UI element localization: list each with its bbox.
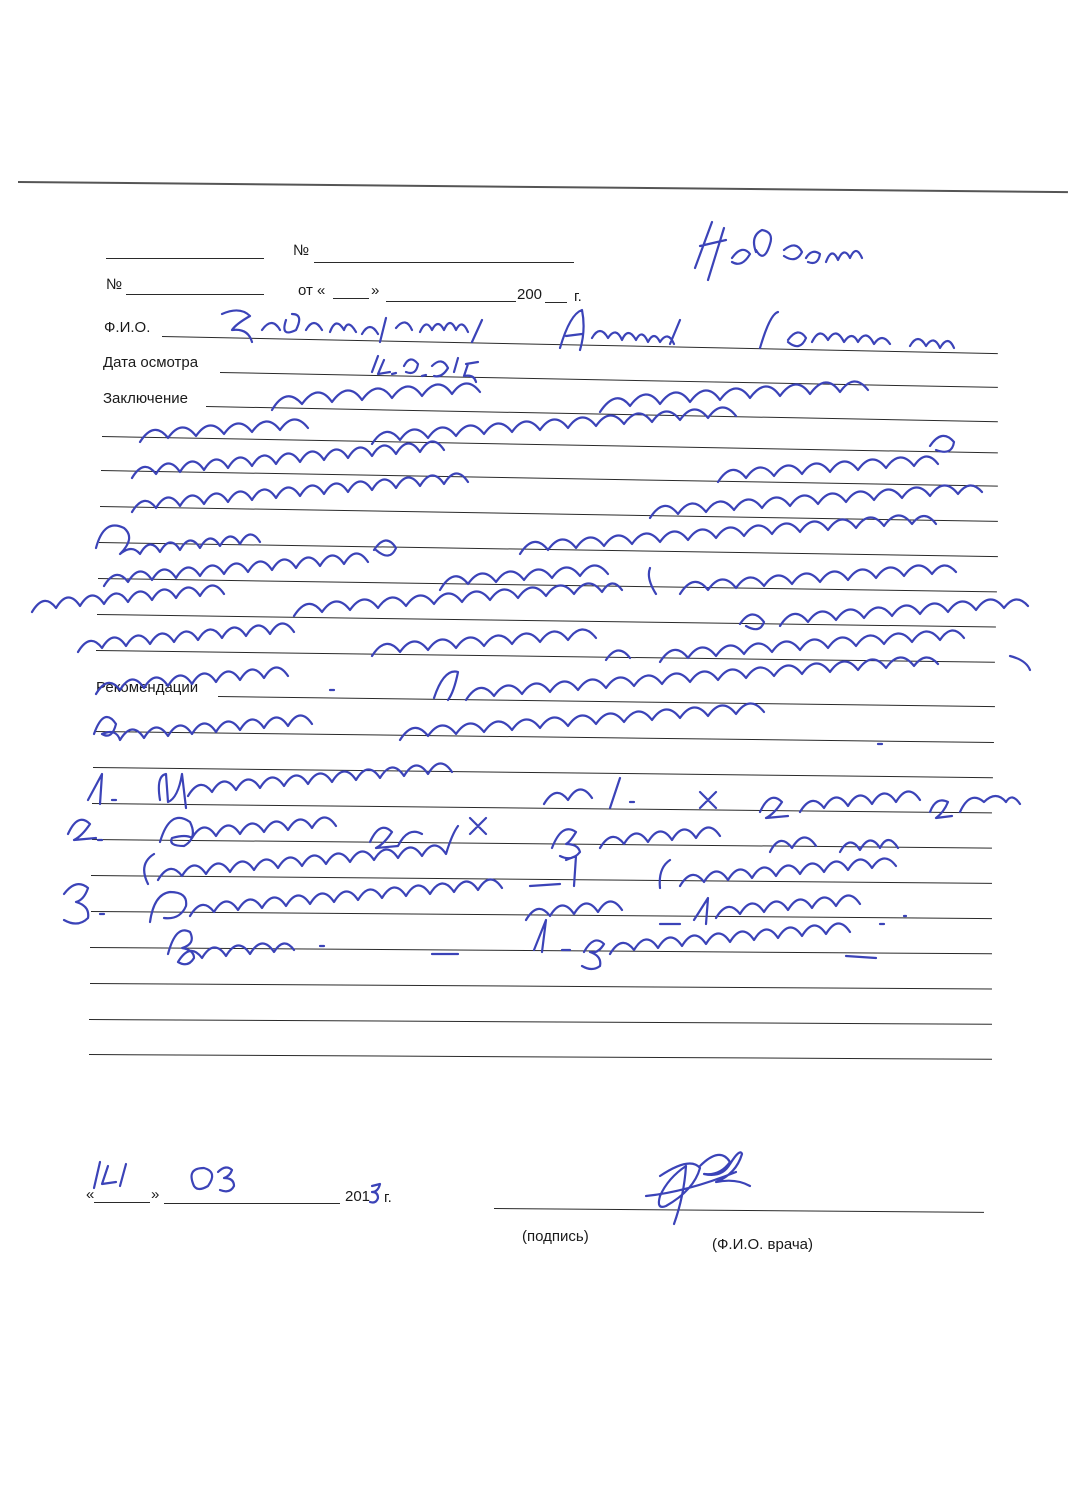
handwriting-conclusion-1 (272, 381, 868, 412)
handwriting-department (695, 222, 862, 280)
handwriting-conclusion-3 (132, 441, 938, 482)
doctor-signature (646, 1152, 750, 1224)
recommendations-line-3[interactable] (93, 767, 993, 778)
footer-day-field[interactable] (94, 1202, 150, 1203)
signature-line[interactable] (494, 1208, 984, 1213)
recommendations-line-11[interactable] (89, 1054, 992, 1060)
handwriting-rec-2 (68, 817, 898, 858)
handwriting-conclusion-10 (94, 703, 882, 744)
number-sign: № (293, 242, 310, 259)
handwriting-date (372, 356, 478, 382)
handwriting-footer-day (94, 1162, 126, 1188)
page-top-edge (18, 181, 1068, 193)
conclusion-line-3[interactable] (101, 470, 998, 487)
exam-date-label: Дата осмотра (103, 354, 199, 371)
header-blank-1 (106, 258, 264, 259)
fio-label: Ф.И.О. (104, 319, 151, 336)
recommendations-line-4[interactable] (92, 803, 992, 813)
recommendations-line-7[interactable] (91, 911, 992, 919)
conclusion-line-2[interactable] (102, 436, 998, 453)
year-prefix: 200 (517, 286, 543, 303)
from-month-field[interactable] (386, 301, 516, 302)
recommendations-line-9[interactable] (90, 983, 992, 990)
conclusion-line-5[interactable] (99, 542, 998, 557)
year-suffix: г. (574, 288, 582, 305)
recommendations-line-6[interactable] (91, 875, 992, 884)
handwriting-conclusion-9 (96, 657, 938, 700)
recommendations-line-10[interactable] (89, 1019, 992, 1025)
handwriting-footer-year (370, 1184, 380, 1203)
signature-caption: (подпись) (522, 1228, 589, 1245)
exam-date-field[interactable] (220, 372, 998, 388)
handwriting-rec-5 (168, 920, 876, 969)
recommendations-line-8[interactable] (90, 947, 992, 954)
from-label: от « (298, 282, 326, 299)
recommendations-line-2[interactable] (94, 731, 994, 743)
conclusion-line-8[interactable] (96, 650, 995, 663)
handwriting-conclusion-4 (132, 473, 982, 518)
header-number-field-2[interactable] (126, 294, 264, 295)
from-quote-close: » (371, 282, 380, 299)
footer-month-field[interactable] (164, 1203, 340, 1204)
footer-year-prefix: 201 (345, 1188, 371, 1205)
recommendations-label: Рекомендации (96, 679, 199, 696)
header-number-field[interactable] (314, 262, 574, 263)
recommendations-line-5[interactable] (92, 839, 992, 849)
footer-quote-open: « (86, 1186, 95, 1203)
doctor-name-caption: (Ф.И.О. врача) (712, 1236, 813, 1253)
fio-field[interactable] (162, 336, 998, 354)
footer-year-suffix: г. (384, 1189, 392, 1206)
handwriting-footer-month (192, 1167, 234, 1191)
conclusion-line-7[interactable] (97, 614, 996, 628)
from-day-field[interactable] (333, 298, 369, 299)
conclusion-line-4[interactable] (100, 506, 998, 522)
conclusion-label: Заключение (103, 390, 188, 407)
recommendations-line-1[interactable] (218, 696, 995, 707)
year-field[interactable] (545, 302, 567, 303)
footer-quote-close: » (151, 1186, 160, 1203)
number-sign-2: № (106, 276, 123, 293)
conclusion-line-6[interactable] (98, 578, 997, 592)
handwriting-conclusion-8 (78, 623, 1030, 670)
conclusion-line-1[interactable] (206, 406, 998, 422)
